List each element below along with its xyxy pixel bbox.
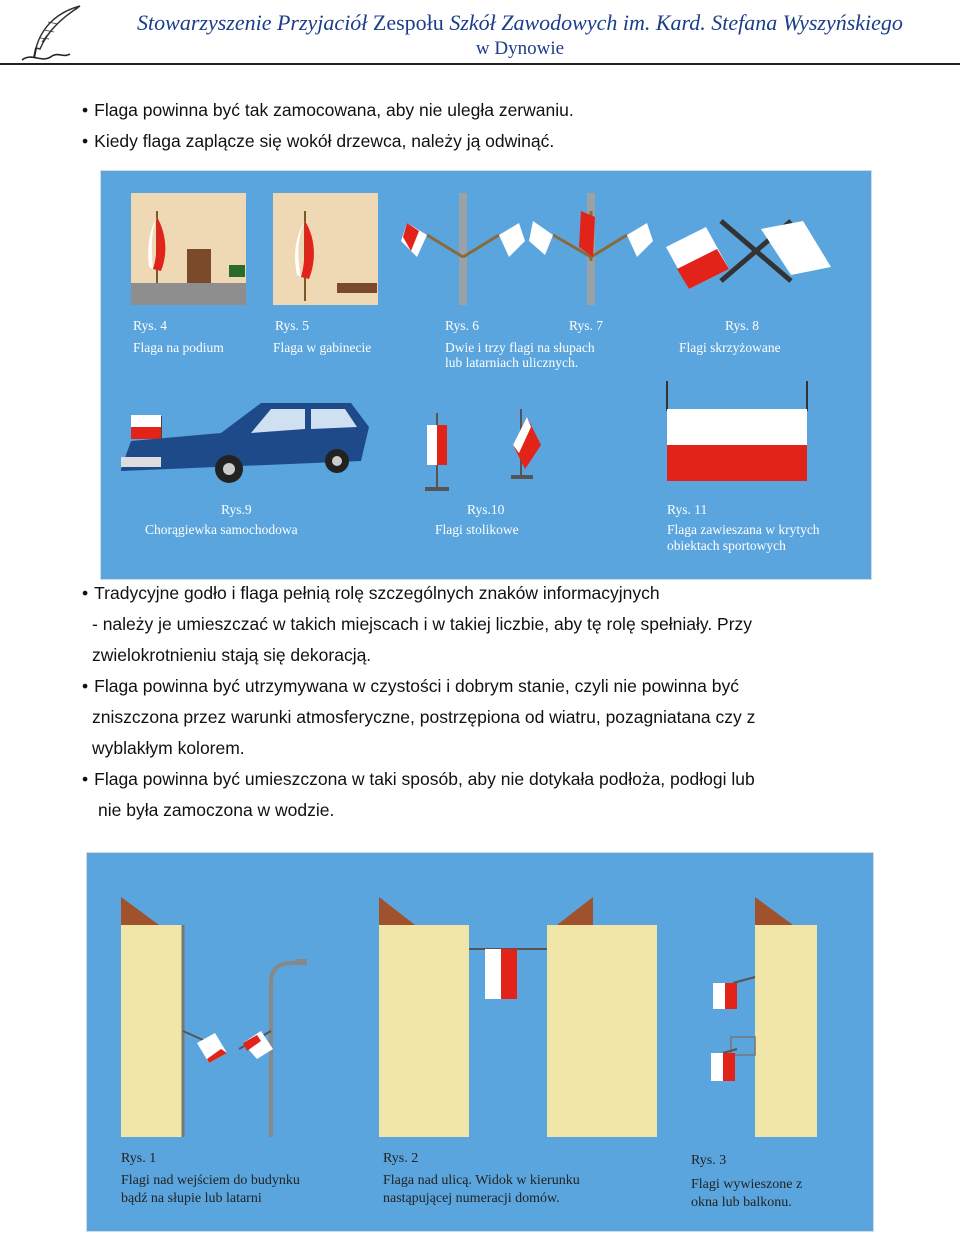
caption-rys8-text: Flagi skrzyżowane bbox=[679, 340, 781, 355]
caption-rys5-text: Flaga w gabinecie bbox=[273, 340, 372, 355]
caption-rys5-number: Rys. 5 bbox=[275, 318, 309, 333]
organization-name: Stowarzyszenie Przyjaciół Zespołu Szkół Zawodowych im. Kard. Stefana Wyszyńskiego bbox=[137, 10, 903, 35]
paragraph-3-line-2: nie była zamoczona w wodzie. bbox=[98, 800, 335, 820]
caption-rys10-number: Rys.10 bbox=[467, 502, 505, 517]
caption-rys3-number: Rys. 3 bbox=[691, 1153, 727, 1168]
quill-pen-icon bbox=[18, 2, 90, 64]
caption-rys11-number: Rys. 11 bbox=[667, 502, 708, 517]
paragraph-2-line-2: zniszczona przez warunki atmosferyczne, postrzępiona od wiatru, pozagniatana czy z bbox=[92, 707, 756, 727]
paragraph-2-line-3: wyblakłym kolorem. bbox=[92, 738, 245, 758]
paragraph-3-line-1: • Flaga powinna być umieszczona w taki sposób, aby nie dotykała podłoża, podłogi lub bbox=[82, 764, 755, 795]
paragraph-1-line-3: zwielokrotnieniu stają się dekoracją. bbox=[92, 645, 372, 665]
caption-rys1-text-1: Flagi nad wejściem do budynku bbox=[121, 1173, 300, 1188]
caption-rys10-text: Flagi stolikowe bbox=[435, 522, 519, 537]
caption-rys1-number: Rys. 1 bbox=[121, 1151, 157, 1166]
caption-rys11-text-1: Flaga zawieszana w krytych bbox=[667, 522, 820, 537]
paragraph-1-line-1: • Tradycyjne godło i flaga pełnią rolę szczególnych znaków informacyjnych bbox=[82, 578, 660, 609]
page-header bbox=[0, 0, 960, 66]
caption-rys1-text-2: bądź na słupie lub latarni bbox=[121, 1191, 262, 1206]
caption-rys2-text-1: Flaga nad ulicą. Widok w kierunku bbox=[383, 1173, 580, 1188]
caption-rys67-text-1: Dwie i trzy flagi na słupach bbox=[445, 340, 595, 355]
caption-rys4-number: Rys. 4 bbox=[133, 318, 167, 333]
bullet-flag-unwind: • Kiedy flaga zaplącze się wokół drzewca, należy ją odwinąć. bbox=[82, 126, 554, 157]
caption-rys9-text: Chorągiewka samochodowa bbox=[145, 522, 298, 537]
caption-rys11-text-2: obiektach sportowych bbox=[667, 538, 786, 553]
caption-rys8-number: Rys. 8 bbox=[725, 318, 759, 333]
caption-rys9-number: Rys.9 bbox=[221, 502, 252, 517]
caption-rys7-number: Rys. 7 bbox=[569, 318, 603, 333]
paragraph-2-line-1: • Flaga powinna być utrzymywana w czystości i dobrym stanie, czyli nie powinna być bbox=[82, 671, 739, 702]
caption-rys2-text-2: nastąpującej numeracji domów. bbox=[383, 1191, 560, 1206]
caption-rys4-text: Flaga na podium bbox=[133, 340, 224, 355]
caption-rys3-text-1: Flagi wywieszone z bbox=[691, 1177, 803, 1192]
caption-rys3-text-2: okna lub balkonu. bbox=[691, 1195, 792, 1210]
caption-rys6-number: Rys. 6 bbox=[445, 318, 479, 333]
paragraph-1-line-2: - należy je umieszczać w takich miejscach i w takiej liczbie, aby tę rolę spełniały. Przy bbox=[92, 614, 753, 634]
caption-rys67-text-2: lub latarniach ulicznych. bbox=[445, 355, 579, 370]
figure-flag-placements-top bbox=[100, 170, 872, 580]
organization-location: w Dynowie bbox=[475, 38, 565, 59]
caption-rys2-number: Rys. 2 bbox=[383, 1151, 419, 1166]
bullet-flag-secured: • Flaga powinna być tak zamocowana, aby nie uległa zerwaniu. bbox=[82, 95, 574, 126]
figure-flag-placements-bottom bbox=[86, 852, 874, 1232]
header-divider bbox=[0, 63, 960, 65]
